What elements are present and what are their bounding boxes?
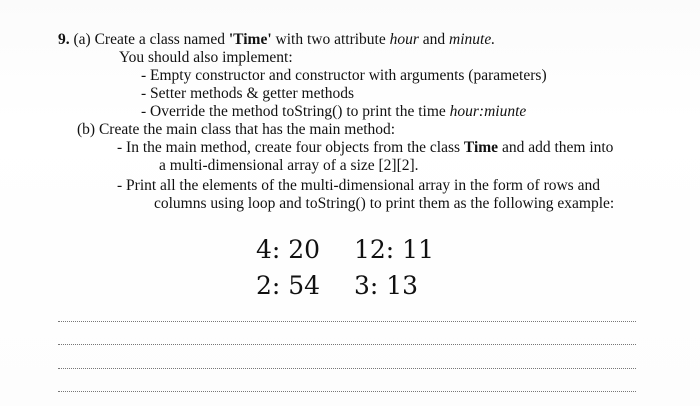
question-number: 9. <box>58 31 70 48</box>
part-a-line-2: You should also implement: <box>119 49 293 66</box>
part-a-bullet-2: - Setter methods & getter methods <box>141 85 355 102</box>
answer-line <box>58 344 636 345</box>
part-b-bullet-1-cont: a multi-dimensional array of a size [2][2]. <box>159 157 419 174</box>
answer-line <box>58 368 636 369</box>
example-time-grid <box>256 232 454 304</box>
attribute-minute: minute. <box>449 31 496 48</box>
class-name-time-bold: Time <box>463 139 499 156</box>
part-b-bullet-2-cont: columns using loop and toString() to print them as the following example: <box>154 195 615 212</box>
answer-line <box>58 321 636 322</box>
part-b-bullet-2: - Print all the elements of the multi-dimensional array in the form of rows and <box>117 177 600 194</box>
part-a-text-and: and <box>418 31 450 48</box>
part-a-bullet-1: - Empty constructor and constructor with arguments (parameters) <box>141 67 547 84</box>
part-b-text: Create the main class that has the main method: <box>98 121 396 138</box>
part-a-bullet-3 <box>141 103 526 121</box>
example-cell: 3: 13 <box>354 271 419 300</box>
part-a-text-mid: with two attribute <box>271 31 390 48</box>
part-b-bullet-1 <box>117 139 613 157</box>
example-row <box>256 232 454 268</box>
part-a-bullet-3-text: - Override the method toString() to print the time <box>141 103 450 120</box>
example-cell: 2: 54 <box>256 271 321 300</box>
part-a-line-1 <box>58 31 495 49</box>
part-a-label: (a) <box>73 31 91 48</box>
part-a-text: Create a class named <box>94 31 229 48</box>
part-b-label: (b) <box>77 121 96 138</box>
example-cell: 4: 20 <box>256 235 321 264</box>
example-cell: 12: 11 <box>354 235 434 264</box>
time-format: hour:miunte <box>449 103 527 120</box>
part-b-bullet-1-post: and add them into <box>498 139 614 156</box>
part-b-line-1 <box>77 121 395 139</box>
answer-line <box>58 391 636 392</box>
class-name-time: 'Time' <box>228 31 272 48</box>
attribute-hour: hour <box>389 31 419 48</box>
part-b-bullet-1-text: - In the main method, create four objects from the class <box>117 139 464 156</box>
example-row <box>256 268 454 304</box>
